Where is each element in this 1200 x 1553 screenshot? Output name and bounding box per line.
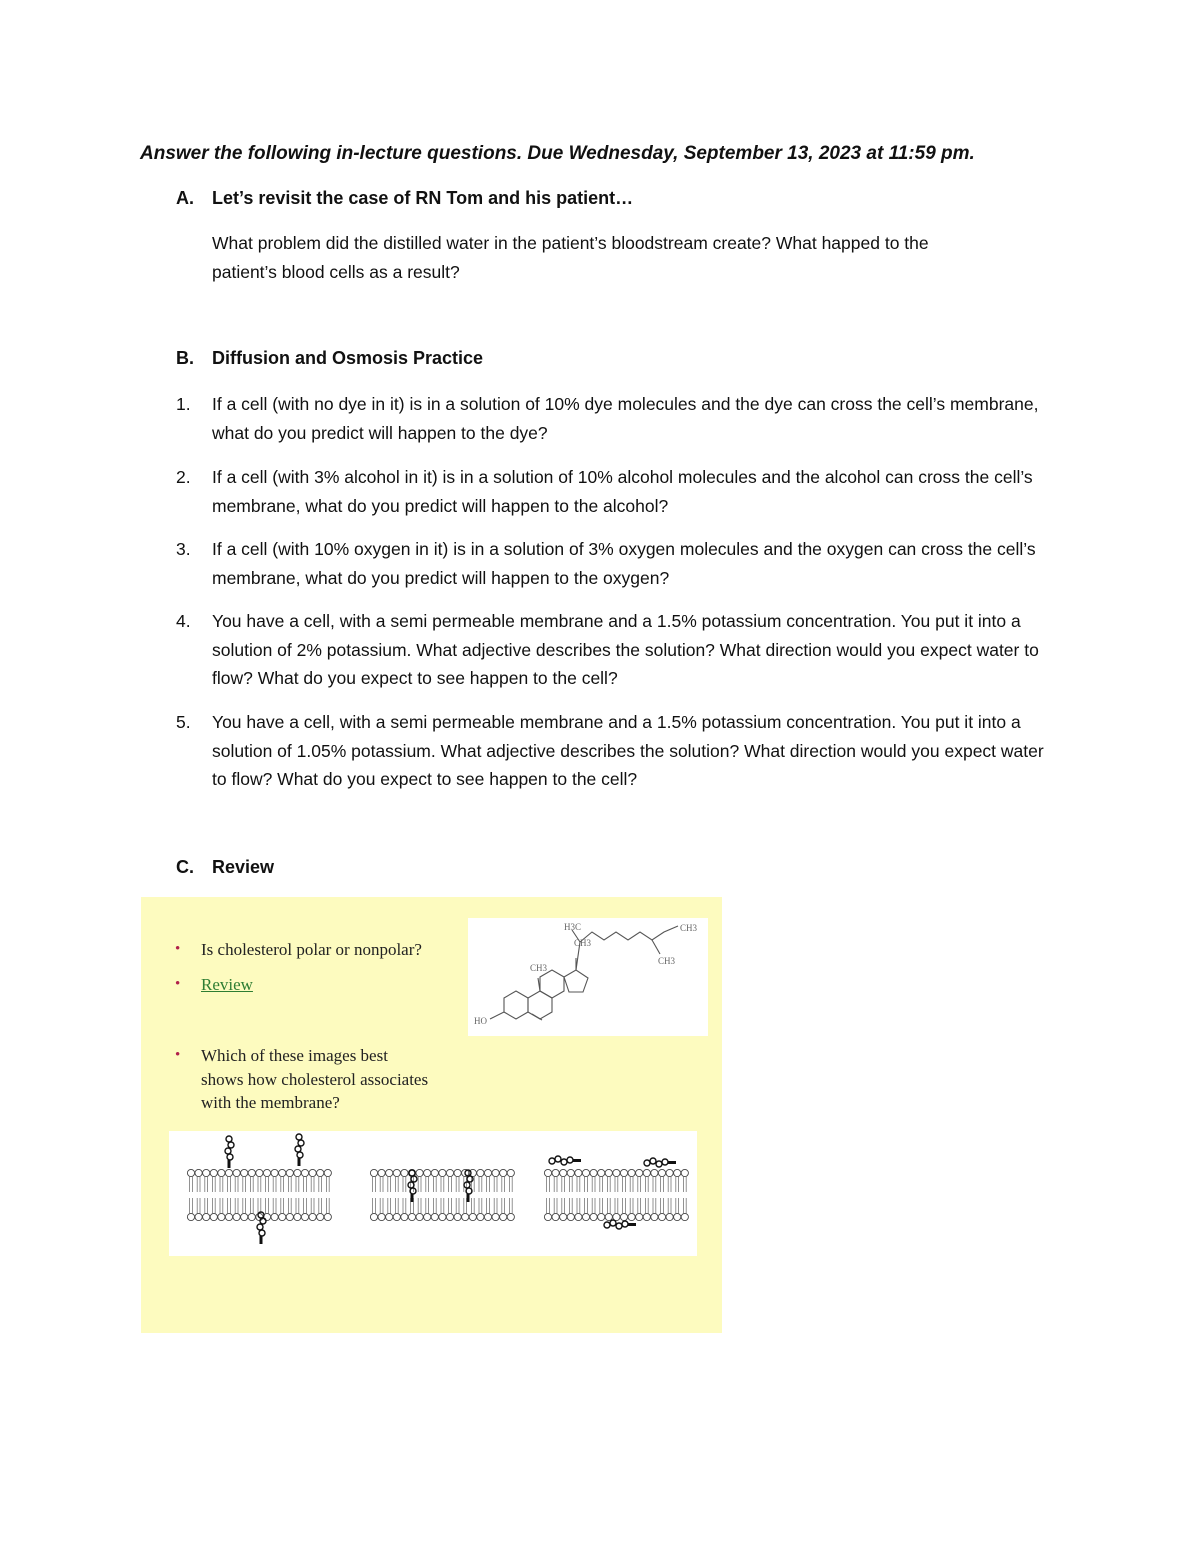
lipid-head <box>598 1169 605 1192</box>
lipid-head <box>393 1198 400 1221</box>
membrane-options-svg <box>169 1131 697 1256</box>
lipid-head <box>605 1198 612 1221</box>
question-text: If a cell (with no dye in it) is in a solution of 10% dye molecules and the dye can cross the cell’s membrane, what do you predict will happen to the dye? <box>212 394 1039 443</box>
lipid-head <box>658 1169 665 1192</box>
lipid-head <box>271 1169 278 1192</box>
lipid-head <box>378 1169 385 1192</box>
question-number: 3. <box>176 539 191 559</box>
lipid-head <box>651 1169 658 1192</box>
lipid-head <box>386 1169 393 1192</box>
slide-bullet-3 <box>175 1044 428 1115</box>
ring-b <box>528 991 552 1019</box>
lipid-head <box>590 1169 597 1192</box>
section-b-heading <box>176 348 483 369</box>
slide-bullet-2 <box>175 973 253 997</box>
lipid-head <box>424 1198 431 1221</box>
label-ch3: CH3 <box>658 956 676 966</box>
lipid-head <box>256 1169 263 1192</box>
membrane-option-1 <box>187 1134 331 1244</box>
lipid-head <box>324 1169 331 1192</box>
lipid-head <box>598 1198 605 1221</box>
label-ch3: CH3 <box>574 938 592 948</box>
lipid-head <box>613 1198 620 1221</box>
ring-a <box>504 991 528 1019</box>
label-ch3: CH3 <box>530 963 548 973</box>
cholesterol-structure-svg <box>468 918 708 1036</box>
slide-bullet-text <box>201 1044 428 1115</box>
lipid-head <box>666 1198 673 1221</box>
lipid-head <box>643 1198 650 1221</box>
lipid-head <box>401 1169 408 1192</box>
lipid-head <box>636 1198 643 1221</box>
question-item <box>176 708 1066 794</box>
lipid-head <box>567 1198 574 1221</box>
lipid-head <box>628 1169 635 1192</box>
lipid-head <box>500 1198 507 1221</box>
lipid-head <box>271 1198 278 1221</box>
lipid-head <box>507 1169 514 1192</box>
question-text: If a cell (with 3% alcohol in it) is in a solution of 10% alcohol molecules and the alcohol can cross the cell’s membrane, what do you predict will happen to the alcohol? <box>212 467 1033 516</box>
section-b-title: Diffusion and Osmosis Practice <box>212 348 484 368</box>
lipid-head <box>575 1169 582 1192</box>
lipid-head <box>613 1169 620 1192</box>
lipid-head <box>681 1169 688 1192</box>
lipid-head <box>636 1169 643 1192</box>
lipid-head <box>605 1169 612 1192</box>
bullet-dot: • <box>175 976 181 992</box>
lipid-head <box>674 1169 681 1192</box>
section-a-question <box>212 229 1062 287</box>
ring-d <box>564 970 588 992</box>
label-ho: HO <box>474 1016 487 1026</box>
label-h3c: H3C <box>564 922 582 932</box>
membrane-options-image <box>169 1131 697 1256</box>
lipid-head <box>507 1198 514 1221</box>
section-c-heading <box>176 857 274 878</box>
lipid-head <box>477 1169 484 1192</box>
lipid-head <box>620 1169 627 1192</box>
lipid-head <box>560 1198 567 1221</box>
lipid-head <box>446 1198 453 1221</box>
question-number: 5. <box>176 712 191 732</box>
lipid-head <box>582 1198 589 1221</box>
question-number: 1. <box>176 394 191 414</box>
lipid-head <box>431 1169 438 1192</box>
slide-bullet-line: shows how cholesterol associates <box>201 1069 429 1089</box>
lipid-head <box>218 1169 225 1192</box>
lipid-head <box>263 1198 270 1221</box>
lipid-head <box>560 1169 567 1192</box>
lipid-head <box>378 1198 385 1221</box>
lipid-head <box>187 1169 194 1192</box>
lipid-head <box>294 1169 301 1192</box>
lipid-head <box>279 1169 286 1192</box>
lipid-head <box>248 1198 255 1221</box>
lipid-head <box>651 1198 658 1221</box>
question-item <box>176 463 1066 520</box>
lipid-head <box>286 1169 293 1192</box>
lipid-head <box>263 1169 270 1192</box>
lipid-head <box>575 1198 582 1221</box>
lipid-head <box>248 1169 255 1192</box>
lipid-head <box>544 1169 551 1192</box>
slide-bullet-text: Is cholesterol polar or nonpolar? <box>201 940 422 959</box>
lipid-head <box>469 1198 476 1221</box>
lipid-head <box>324 1198 331 1221</box>
lipid-head <box>439 1169 446 1192</box>
lipid-head <box>446 1169 453 1192</box>
lipid-head <box>582 1169 589 1192</box>
lipid-head <box>416 1198 423 1221</box>
lipid-head <box>301 1169 308 1192</box>
lipid-head <box>317 1198 324 1221</box>
lipid-head <box>393 1169 400 1192</box>
review-link[interactable]: Review <box>201 975 253 994</box>
lipid-head <box>552 1169 559 1192</box>
section-a-heading <box>176 188 633 209</box>
lipid-head <box>628 1198 635 1221</box>
question-item <box>176 607 1066 693</box>
cholesterol-structure-diagram <box>468 918 708 1036</box>
question-number: 4. <box>176 611 191 631</box>
lipid-head <box>674 1198 681 1221</box>
lipid-head <box>225 1198 232 1221</box>
lipid-head <box>590 1198 597 1221</box>
question-item <box>176 535 1066 592</box>
lipid-head <box>492 1169 499 1192</box>
membrane-option-2 <box>370 1169 514 1220</box>
lipid-head <box>195 1198 202 1221</box>
lipid-head <box>233 1198 240 1221</box>
lipid-head <box>225 1169 232 1192</box>
lipid-head <box>210 1198 217 1221</box>
lipid-head <box>370 1198 377 1221</box>
lipid-head <box>195 1169 202 1192</box>
question-number: 2. <box>176 467 191 487</box>
question-item <box>176 390 1066 447</box>
ring-c <box>540 970 564 998</box>
bullet-dot: • <box>175 1047 181 1063</box>
lipid-head <box>241 1169 248 1192</box>
section-b-letter: B. <box>176 348 194 368</box>
slide-bullet-line: with the membrane? <box>201 1093 340 1112</box>
lipid-head <box>203 1198 210 1221</box>
lipid-head <box>477 1198 484 1221</box>
lipid-head <box>294 1198 301 1221</box>
lipid-head <box>210 1169 217 1192</box>
lipid-head <box>203 1169 210 1192</box>
lipid-head <box>544 1198 551 1221</box>
lipid-head <box>439 1198 446 1221</box>
lipid-head <box>454 1198 461 1221</box>
section-a-letter: A. <box>176 188 194 208</box>
slide-bullet-line: Which of these images best <box>201 1046 388 1065</box>
lipid-head <box>317 1169 324 1192</box>
lipid-head <box>431 1198 438 1221</box>
membrane-option-3 <box>544 1156 688 1229</box>
lipid-head <box>370 1169 377 1192</box>
lipid-head <box>484 1198 491 1221</box>
lipid-head <box>241 1198 248 1221</box>
lipid-head <box>500 1169 507 1192</box>
lipid-head <box>386 1198 393 1221</box>
question-text: You have a cell, with a semi permeable membrane and a 1.5% potassium concentration. You put it into a solution of 2% potassium. What adjective describes the solution? What direction would you expect water to flow? What do you expect to see happen to the cell? <box>212 611 1039 688</box>
lipid-head <box>492 1198 499 1221</box>
lipid-head <box>681 1198 688 1221</box>
question-text: If a cell (with 10% oxygen in it) is in a solution of 3% oxygen molecules and the oxygen can cross the cell’s membrane, what do you predict will happen to the oxygen? <box>212 539 1036 588</box>
lipid-head <box>484 1169 491 1192</box>
section-a-line-2: patient’s blood cells as a result? <box>212 262 460 282</box>
lipid-head <box>454 1169 461 1192</box>
section-a-line-1: What problem did the distilled water in the patient’s bloodstream create? What happed to the <box>212 233 929 253</box>
lipid-head <box>301 1198 308 1221</box>
lipid-head <box>643 1169 650 1192</box>
bullet-dot: • <box>175 941 181 957</box>
lipid-head <box>233 1169 240 1192</box>
slide-bullet-1 <box>175 938 422 962</box>
section-c-letter: C. <box>176 857 194 877</box>
lipid-head <box>620 1198 627 1221</box>
lipid-head <box>309 1169 316 1192</box>
section-c-title: Review <box>212 857 275 877</box>
assignment-intro: Answer the following in-lecture questions. Due Wednesday, September 13, 2023 at 11:59 pm. <box>140 143 975 164</box>
lipid-head <box>279 1198 286 1221</box>
lipid-head <box>567 1169 574 1192</box>
lipid-head <box>286 1198 293 1221</box>
lipid-head <box>424 1169 431 1192</box>
lipid-head <box>552 1198 559 1221</box>
lipid-head <box>401 1198 408 1221</box>
lipid-head <box>187 1198 194 1221</box>
section-a-title: Let’s revisit the case of RN Tom and his patient… <box>212 188 634 208</box>
lipid-head <box>218 1198 225 1221</box>
question-text: You have a cell, with a semi permeable membrane and a 1.5% potassium concentration. You put it into a solution of 1.05% potassium. What adjective describes the solution? What direction would you expect water to flow? What do you expect to see happen to the cell? <box>212 712 1044 789</box>
lipid-head <box>658 1198 665 1221</box>
lipid-head <box>309 1198 316 1221</box>
label-ch3: CH3 <box>680 923 698 933</box>
lipid-head <box>666 1169 673 1192</box>
